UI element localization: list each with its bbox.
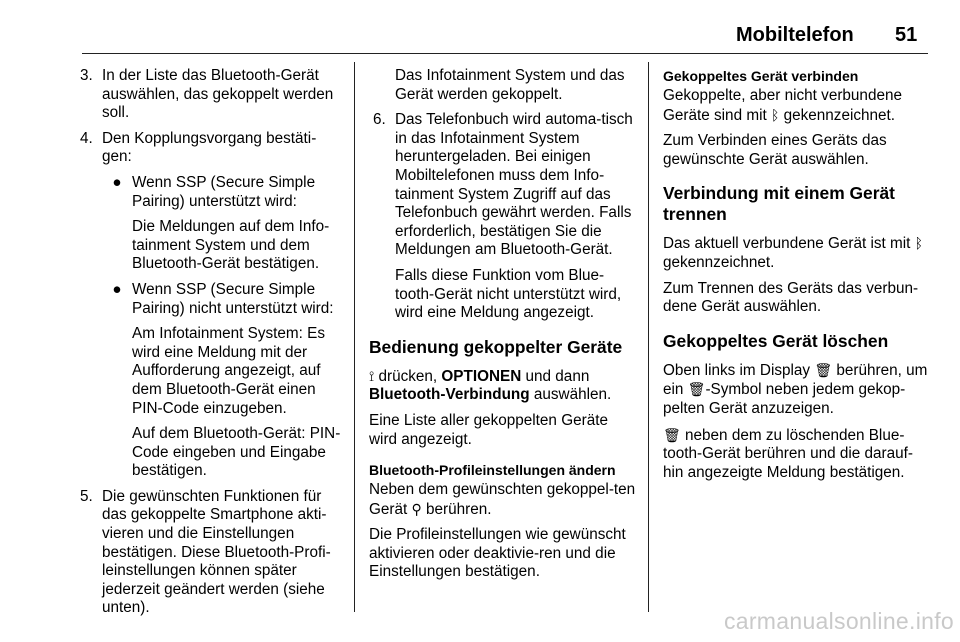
- column-divider: [648, 62, 649, 612]
- bluetooth-icon: ᛒ: [770, 106, 780, 123]
- list-item: [80, 130, 345, 481]
- profile-icon: ⚲: [411, 500, 422, 517]
- paragraph: Die Profileinstellungen wie gewünscht aktivieren oder deaktivie-ren und die Einstellungen bestätigen.: [369, 526, 626, 581]
- list-number: 4.: [80, 129, 93, 147]
- list-text: In der Liste das Bluetooth-Gerät auswählen, das gekoppelt werden soll.: [102, 67, 334, 122]
- trash-icon: 🗑: [663, 426, 681, 443]
- subsection-heading: Gekoppeltes Gerät verbinden: [663, 68, 859, 84]
- list-number: 3.: [80, 67, 93, 84]
- trash-icon: 🗑: [687, 381, 706, 398]
- list-item: [373, 111, 639, 323]
- paragraph: 🗑 neben dem zu löschenden Blue-tooth-Gerät berühren und die darauf-hin angezeigte Meldung bestätigen.: [663, 426, 914, 481]
- list-continuation: Das Infotainment System und das Gerät werden gekoppelt.: [395, 67, 625, 103]
- page-number: 51: [895, 24, 918, 46]
- bullet-subtext: Auf dem Bluetooth-Gerät: PIN-Code eingeben und Eingabe bestätigen.: [132, 425, 341, 480]
- bullet-dot: ●: [112, 173, 122, 191]
- column-divider: [354, 62, 355, 612]
- bluetooth-connected-icon: ᛒ: [914, 235, 924, 252]
- paragraph: Gekoppelte, aber nicht verbundene Geräte sind mit ᛒ gekennzeichnet.: [663, 87, 902, 124]
- running-header-title: Mobiltelefon: [736, 24, 854, 46]
- bullet-item: [102, 281, 345, 481]
- subsection-heading: Bluetooth-Profileinstellungen ändern: [369, 462, 616, 479]
- bullet-text: Wenn SSP (Secure Simple Pairing) unterstützt wird:: [132, 173, 316, 210]
- list-number: 5.: [80, 487, 93, 505]
- paragraph: Neben dem gewünschten gekoppel-ten Gerät ⚲ berühren.: [369, 481, 636, 518]
- phone-icon: ⟟: [369, 367, 375, 384]
- column-1: [80, 67, 345, 625]
- paragraph: Zum Verbinden eines Geräts das gewünschte Gerät auswählen.: [663, 132, 887, 168]
- watermark: carmanualsonline.info: [723, 608, 954, 634]
- header-rule: [82, 53, 928, 54]
- paragraph: Eine Liste aller gekoppelten Geräte wird angezeigt.: [369, 411, 608, 448]
- section-heading: Gekoppeltes Gerät löschen: [663, 330, 889, 351]
- list-item: [80, 488, 345, 618]
- bullet-subtext: Am Infotainment System: Es wird eine Meldung mit der Aufforderung angezeigt, auf dem Bluetooth-Gerät einen PIN-Code einzugeben.: [132, 325, 325, 417]
- bullet-item: [102, 174, 345, 274]
- bullet-subtext: Die Meldungen auf dem Info-tainment System und dem Bluetooth-Gerät bestätigen.: [132, 218, 330, 273]
- list-item: [80, 67, 345, 123]
- bullet-text: Wenn SSP (Secure Simple Pairing) nicht unterstützt wird:: [132, 280, 334, 317]
- column-3: [663, 67, 928, 489]
- trash-icon: 🗑: [814, 361, 833, 378]
- list-text: Den Kopplungsvorgang bestäti-gen:: [102, 129, 317, 166]
- list-number: 6.: [373, 111, 386, 129]
- paragraph: Das aktuell verbundene Gerät ist mit ᛒ gekennzeichnet.: [663, 235, 924, 271]
- paragraph: Zum Trennen des Geräts das verbun-dene Gerät auswählen.: [663, 279, 919, 316]
- section-heading: Verbindung mit einem Gerät trennen: [663, 183, 895, 225]
- column-2: [369, 67, 639, 589]
- list-subtext: Falls diese Funktion vom Blue-tooth-Gerät nicht unterstützt wird, wird eine Meldung angezeigt.: [395, 266, 622, 322]
- list-text: Das Telefonbuch wird automa-tisch in das Infotainment System heruntergeladen. Bei einigen Mobiltelefonen muss dem Info-tainment System Zugriff auf das Telefonbuch gewährt werden. Falls erforderlich, bestätigen Sie die Meldungen am Bluetooth-Gerät.: [395, 111, 633, 259]
- paragraph: Oben links im Display 🗑 berühren, um ein 🗑-Symbol neben jedem gekop-pelten Gerät anzuzeigen.: [663, 361, 928, 417]
- paragraph: ⟟ drücken, OPTIONEN und dann Bluetooth-Verbindung auswählen.: [369, 367, 612, 404]
- bullet-dot: ●: [112, 280, 122, 298]
- section-heading: Bedienung gekoppelter Geräte: [369, 336, 623, 357]
- list-text: Die gewünschten Funktionen für das gekoppelte Smartphone akti-vieren und die Einstellungen bestätigen. Diese Bluetooth-Profi-leinstellungen können später jederzeit geändert werden (siehe unten).: [102, 487, 331, 617]
